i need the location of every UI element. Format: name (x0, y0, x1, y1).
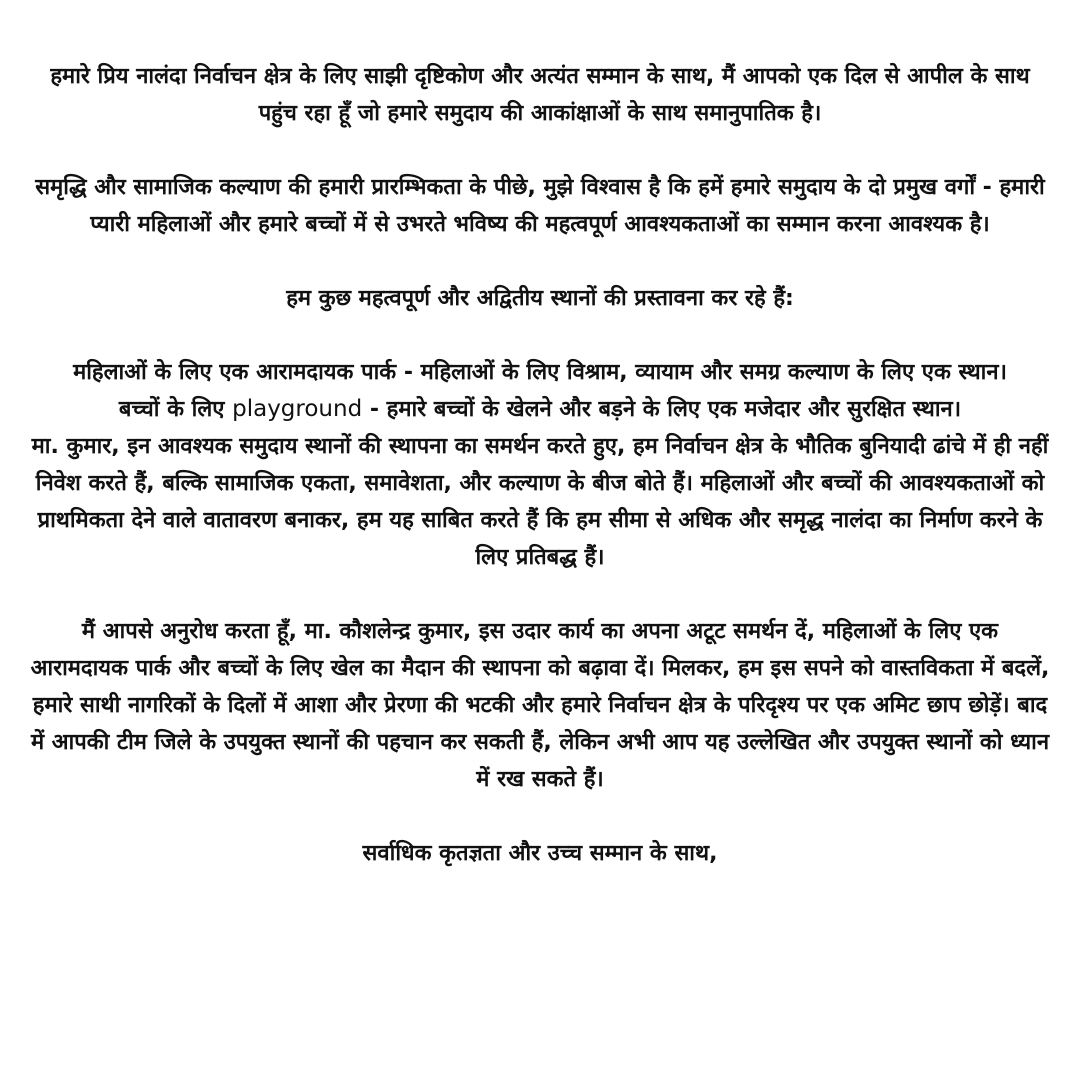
paragraph-spacer (30, 243, 1050, 280)
park-item: महिलाओं के लिए एक आरामदायक पार्क - महिलाओं के लिए विश्राम, व्यायाम और समग्र कल्याण के लिए एक स्थान। (73, 360, 1007, 385)
playground-item (30, 391, 1050, 428)
paragraph-spacer (30, 317, 1050, 354)
playground-prefix: बच्चों के लिए (118, 397, 225, 422)
paragraph-spacer (30, 132, 1050, 169)
paragraph-spacer (30, 798, 1050, 835)
priorities-paragraph: समृद्धि और सामाजिक कल्याण की हमारी प्रारम्भिकता के पीछे, मुझे विश्वास है कि हमें हमारे समुदाय के दो प्रमुख वर्गों - हमारी प्यारी महिलाओं और हमारे बच्चों में से उभरते भविष्य की महत्वपूर्ण आवश्यकताओं का सम्मान करना आवश्यक है। (35, 175, 1045, 237)
support-paragraph: मा. कुमार, इन आवश्यक समुदाय स्थानों की स्थापना का समर्थन करते हुए, हम निर्वाचन क्षेत्र के भौतिक बुनियादी ढांचे में ही नहीं निवेश करते हैं, बल्कि सामाजिक एकता, समावेशता, और कल्याण के बीज बोते हैं। महिलाओं और बच्चों की आवश्यकताओं को प्राथमिकता देने वाले वातावरण बनाकर, हम यह साबित करते हैं कि हम सीमा से अधिक और समृद्ध नालंदा का निर्माण करने के लिए प्रतिबद्ध हैं। (31, 434, 1049, 570)
playground-rest: - हमारे बच्चों के खेलने और बड़ने के लिए एक मजेदार और सुरक्षित स्थान। (362, 397, 962, 422)
paragraph-spacer (30, 576, 1050, 613)
playground-word: playground (232, 396, 363, 422)
letter-body (30, 58, 1050, 872)
closing-line: सर्वाधिक कृतज्ञता और उच्च सम्मान के साथ, (362, 841, 718, 866)
proposal-heading: हम कुछ महत्वपूर्ण और अद्वितीय स्थानों की प्रस्तावना कर रहे हैं: (286, 286, 794, 311)
intro-paragraph: हमारे प्रिय नालंदा निर्वाचन क्षेत्र के लिए साझी दृष्टिकोण और अत्यंत सम्मान के साथ, मैं आपको एक दिल से आपील के साथ पहुंच रहा हूँ जो हमारे समुदाय की आकांक्षाओं के साथ समानुपातिक है। (50, 64, 1030, 126)
request-paragraph: मैं आपसे अनुरोध करता हूँ, मा. कौशलेन्द्र कुमार, इस उदार कार्य का अपना अटूट समर्थन दें, महिलाओं के लिए एक आरामदायक पार्क और बच्चों के लिए खेल का मैदान की स्थापना को बढ़ावा दें। मिलकर, हम इस सपने को वास्तविकता में बदलें, हमारे साथी नागरिकों के दिलों में आशा और प्रेरणा की भटकी और हमारे निर्वाचन क्षेत्र के परिदृश्य पर एक अमिट छाप छोड़ें। बाद में आपकी टीम जिले के उपयुक्त स्थानों की पहचान कर सकती हैं, लेकिन अभी आप यह उल्लेखित और उपयुक्त स्थानों को ध्यान में रख सकते हैं। (30, 619, 1050, 792)
